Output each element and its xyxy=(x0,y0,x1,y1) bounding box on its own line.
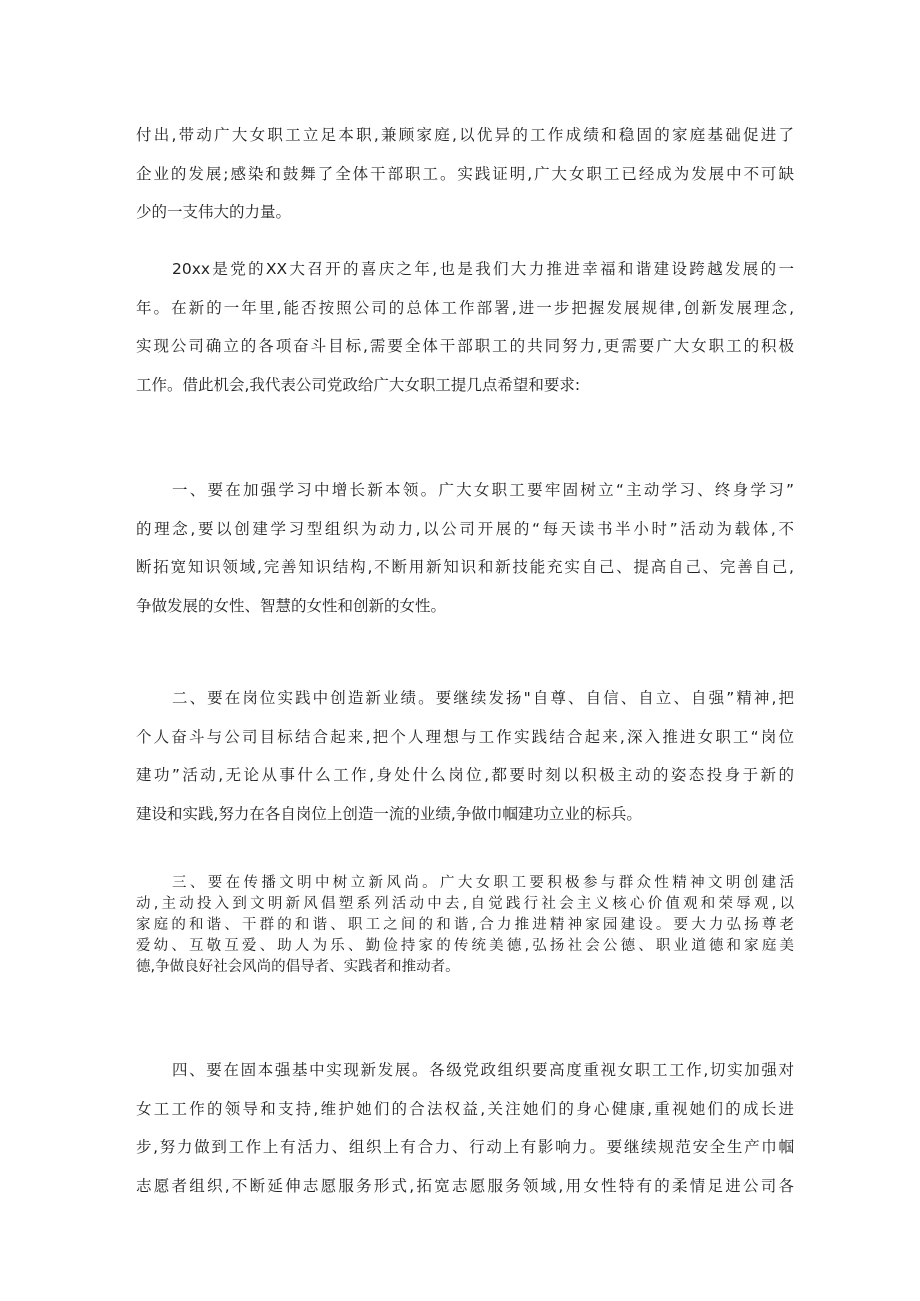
text-line: 企业的发展;感染和鼓舞了全体干部职工。实践证明,广大女职工已经成为发展中不可缺 xyxy=(136,164,794,183)
text-line: 三、要在传播文明中树立新风尚。广大女职工要积极参与群众性精神文明创建活 xyxy=(172,875,794,891)
text-line: 一、要在加强学习中增长新本领。广大女职工要牢固树立“主动学习、终身学习” xyxy=(172,481,794,499)
paragraph-point-three xyxy=(136,873,794,978)
text-line: 步,努力做到工作上有活力、组织上有合力、行动上有影响力。要继续规范安全生产巾帼 xyxy=(136,1138,794,1156)
paragraph-point-four xyxy=(136,1051,794,1205)
text-line: 建功”活动,无论从事什么工作,身处什么岗位,都要时刻以积极主动的姿态投身于新的 xyxy=(136,766,794,784)
text-line: 动,主动投入到文明新风倡塑系列活动中去,自觉践行社会主义核心价值观和荣辱观,以 xyxy=(136,896,794,912)
paragraph-point-two xyxy=(136,679,794,833)
text-line: 付出,带动广大女职工立足本职,兼顾家庭,以优异的工作成绩和稳固的家庭基础促进了 xyxy=(136,126,794,144)
text-line: 断拓宽知识领域,完善知识结构,不断用新知识和新技能充实自己、提高自己、完善自己, xyxy=(136,558,794,576)
text-line: 年。在新的一年里,能否按照公司的总体工作部署,进一步把握发展规律,创新发展理念, xyxy=(136,298,794,317)
text-line: 20xx是党的XX大召开的喜庆之年,也是我们大力推进幸福和谐建设跨越发展的一 xyxy=(172,260,794,278)
text-line: 志愿者组织,不断延伸志愿服务形式,拓宽志愿服务领域,用女性特有的柔情足进公司各 xyxy=(136,1176,794,1195)
paragraph-continuation xyxy=(136,116,794,232)
text-line: 少的一支伟大的力量。 xyxy=(136,203,292,221)
text-line: 个人奋斗与公司目标结合起来,把个人理想与工作实践结合起来,深入推进女职工“岗位 xyxy=(136,727,794,746)
text-line: 女工工作的领导和支持,维护她们的合法权益,关注她们的身心健康,重视她们的成长进 xyxy=(136,1099,794,1118)
text-line: 建设和实践,努力在各自岗位上创造一流的业绩,争做巾帼建功立业的标兵。 xyxy=(136,804,642,823)
text-line: 工作。借此机会,我代表公司党政给广大女职工提几点希望和要求: xyxy=(136,375,581,394)
text-line: 实现公司确立的各项奋斗目标,需要全体干部职工的共同努力,更需要广大女职工的积极 xyxy=(136,337,794,355)
text-line: 争做发展的女性、智慧的女性和创新的女性。 xyxy=(136,596,447,615)
text-line: 爱幼、互敬互爱、助人为乐、勤俭持家的传统美德,弘扬社会公德、职业道德和家庭美 xyxy=(136,938,794,954)
text-line: 德,争做良好社会风尚的倡导者、实践者和推动者。 xyxy=(136,959,460,975)
text-line: 二、要在岗位实践中创造新业绩。要继续发扬"自尊、自信、自立、自强”精神,把 xyxy=(172,689,794,707)
paragraph-point-one xyxy=(136,471,794,625)
text-line: 家庭的和谐、干群的和谐、职工之间的和谐,合力推进精神家园建设。要大力弘扬尊老 xyxy=(136,917,794,933)
text-line: 的理念,要以创建学习型组织为动力,以公司开展的“每天读书半小时”活动为载体,不 xyxy=(136,519,794,538)
paragraph-year-intro xyxy=(136,250,794,404)
text-line: 四、要在固本强基中实现新发展。各级党政组织要高度重视女职工工作,切实加强对 xyxy=(172,1061,794,1079)
